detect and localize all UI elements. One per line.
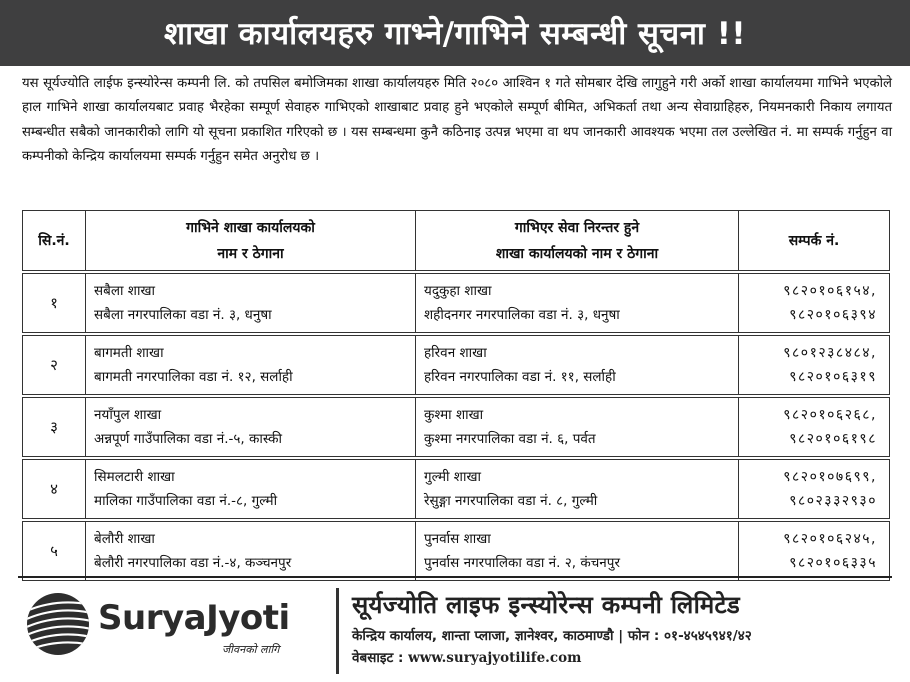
contact-cell: [739, 398, 890, 457]
footer: [0, 582, 910, 682]
footer-divider: [18, 576, 892, 578]
branch-merge-table: [22, 210, 890, 581]
header-continuing-branch: [416, 211, 739, 271]
merging-branch-name: बेलौरी शाखा: [94, 531, 155, 547]
continuing-branch-name: गुल्मी शाखा: [424, 469, 482, 485]
header-contact: सम्पर्क नं.: [739, 211, 890, 271]
table-row: [23, 336, 890, 395]
contact-phone-2: ९८२०१०६३१९: [789, 369, 877, 385]
contact-cell: [739, 336, 890, 395]
table-row: [23, 460, 890, 519]
merging-branch-address: बेलौरी नगरपालिका वडा नं.-४, कञ्चनपुर: [94, 555, 292, 571]
continuing-branch-name: हरिवन शाखा: [424, 345, 487, 361]
row-sn: ५: [23, 522, 86, 581]
continuing-branch-address: शहीदनगर नगरपालिका वडा नं. ३, धनुषा: [424, 307, 620, 323]
merging-branch-cell: [86, 460, 416, 519]
continuing-branch-cell: [416, 460, 739, 519]
contact-phone-2: ९८२०१०६१९८: [789, 431, 877, 447]
contact-cell: [739, 274, 890, 333]
merging-branch-name: सिमलटारी शाखा: [94, 469, 175, 485]
merging-branch-cell: [86, 522, 416, 581]
continuing-branch-cell: [416, 398, 739, 457]
merging-branch-address: सबैला नगरपालिका वडा नं. ३, धनुषा: [94, 307, 272, 323]
merging-branch-cell: [86, 398, 416, 457]
header-merging-line1: गाभिने शाखा कार्यालयको: [186, 219, 315, 236]
notice-header: [0, 0, 910, 66]
contact-phone-1: ९८२०१०६१५४,: [783, 283, 877, 299]
head-office-address: केन्द्रिय कार्यालय, शान्ता प्लाजा, ज्ञानेश्वर, काठमाण्डौ | फोन : ०१-४५४५९४१/४२: [352, 628, 752, 644]
contact-phone-1: ९८०१२३८४८४,: [783, 345, 877, 361]
website-link[interactable]: www.suryajyotilife.com: [408, 650, 582, 666]
merging-branch-cell: [86, 274, 416, 333]
merging-branch-name: सबैला शाखा: [94, 283, 155, 299]
table-header-row: [23, 211, 890, 271]
merging-branch-name: बागमती शाखा: [94, 345, 164, 361]
merging-branch-address: बागमती नगरपालिका वडा नं. १२, सर्लाही: [94, 369, 293, 385]
merging-branch-address: अन्नपूर्ण गाउँपालिका वडा नं.-५, कास्की: [94, 431, 282, 447]
continuing-branch-address: पुनर्वास नगरपालिका वडा नं. २, कंचनपुर: [424, 555, 620, 571]
company-name: सूर्यज्योति लाइफ इन्स्योरेन्स कम्पनी लिमिटेड: [352, 591, 741, 619]
continuing-branch-cell: [416, 522, 739, 581]
website-line: [352, 648, 581, 666]
brand-name: SuryaJyoti: [98, 598, 290, 638]
continuing-branch-cell: [416, 336, 739, 395]
merging-branch-address: मालिका गाउँपालिका वडा नं.-८, गुल्मी: [94, 493, 278, 509]
header-sn: सि.नं.: [23, 211, 86, 271]
continuing-branch-cell: [416, 274, 739, 333]
contact-phone-1: ९८२०१०६२६८,: [783, 407, 877, 423]
table-row: [23, 522, 890, 581]
row-sn: ३: [23, 398, 86, 457]
header-merging-line2: नाम र ठेगाना: [217, 245, 284, 262]
header-continuing-line2: शाखा कार्यालयको नाम र ठेगाना: [495, 245, 659, 262]
contact-phone-2: ९८२०१०६३३५: [789, 555, 877, 571]
table-row: [23, 398, 890, 457]
continuing-branch-name: पुनर्वास शाखा: [424, 531, 491, 547]
intro-paragraph: यस सूर्यज्योति लाईफ इन्स्योरेन्स कम्पनी लि. को तपसिल बमोजिमका शाखा कार्यालयहरु मिति २०८० आश्विन १ गते सोमबार देखि लागुहुने गरी अर्को शाखा कार्यालयमा गाभिने भएकोले हाल गाभिने शाखा कार्यालयबाट प्रवाह भैरहेका सम्पूर्ण सेवाहरु गाभिएको शाखाबाट प्रवाह हुने भएकोले सम्पूर्ण बीमित, अभिकर्ता तथा अन्य सेवाग्राहिहरु, नियमनकारी निकाय लगायत सम्बन्धीत सबैको जानकारीको लागि यो सूचना प्रकाशित गरिएको छ । यस सम्बन्धमा कुनै कठिनाइ उत्पन्न भएमा वा थप जानकारी आवश्यक भएमा तल उल्लेखित नं. मा सम्पर्क गर्नुहुन वा कम्पनीको केन्द्रिय कार्यालयमा सम्पर्क गर्नुहुन समेत अनुरोध छ ।: [22, 76, 892, 165]
header-continuing-line1: गाभिएर सेवा निरन्तर हुने: [514, 219, 640, 236]
contact-phone-2: ९८०२३३२९३०: [789, 493, 877, 509]
contact-phone-2: ९८२०१०६३९४: [789, 307, 877, 323]
contact-phone-1: ९८२०१०६२४५,: [783, 531, 877, 547]
merging-branch-name: नयाँपुल शाखा: [94, 407, 162, 423]
suryajyoti-logo-icon: [26, 592, 90, 656]
continuing-branch-address: कुश्मा नगरपालिका वडा नं. ६, पर्वत: [424, 431, 596, 447]
header-merging-branch: [86, 211, 416, 271]
footer-vertical-divider: [336, 588, 339, 674]
contact-phone-1: ९८२०१०७६९९,: [783, 469, 877, 485]
contact-cell: [739, 522, 890, 581]
row-sn: २: [23, 336, 86, 395]
website-label: वेबसाइट :: [352, 650, 404, 666]
brand-tagline: जीवनको लागि: [222, 643, 280, 656]
continuing-branch-name: यदुकुहा शाखा: [424, 283, 492, 299]
contact-cell: [739, 460, 890, 519]
continuing-branch-address: हरिवन नगरपालिका वडा नं. ११, सर्लाही: [424, 369, 616, 385]
continuing-branch-name: कुश्मा शाखा: [424, 407, 484, 423]
notice-title: शाखा कार्यालयहरु गाभ्ने/गाभिने सम्बन्धी सूचना !!: [164, 16, 746, 52]
continuing-branch-address: रेसुङ्गा नगरपालिका वडा नं. ८, गुल्मी: [424, 493, 598, 509]
row-sn: ४: [23, 460, 86, 519]
merging-branch-cell: [86, 336, 416, 395]
table-row: [23, 274, 890, 333]
row-sn: १: [23, 274, 86, 333]
